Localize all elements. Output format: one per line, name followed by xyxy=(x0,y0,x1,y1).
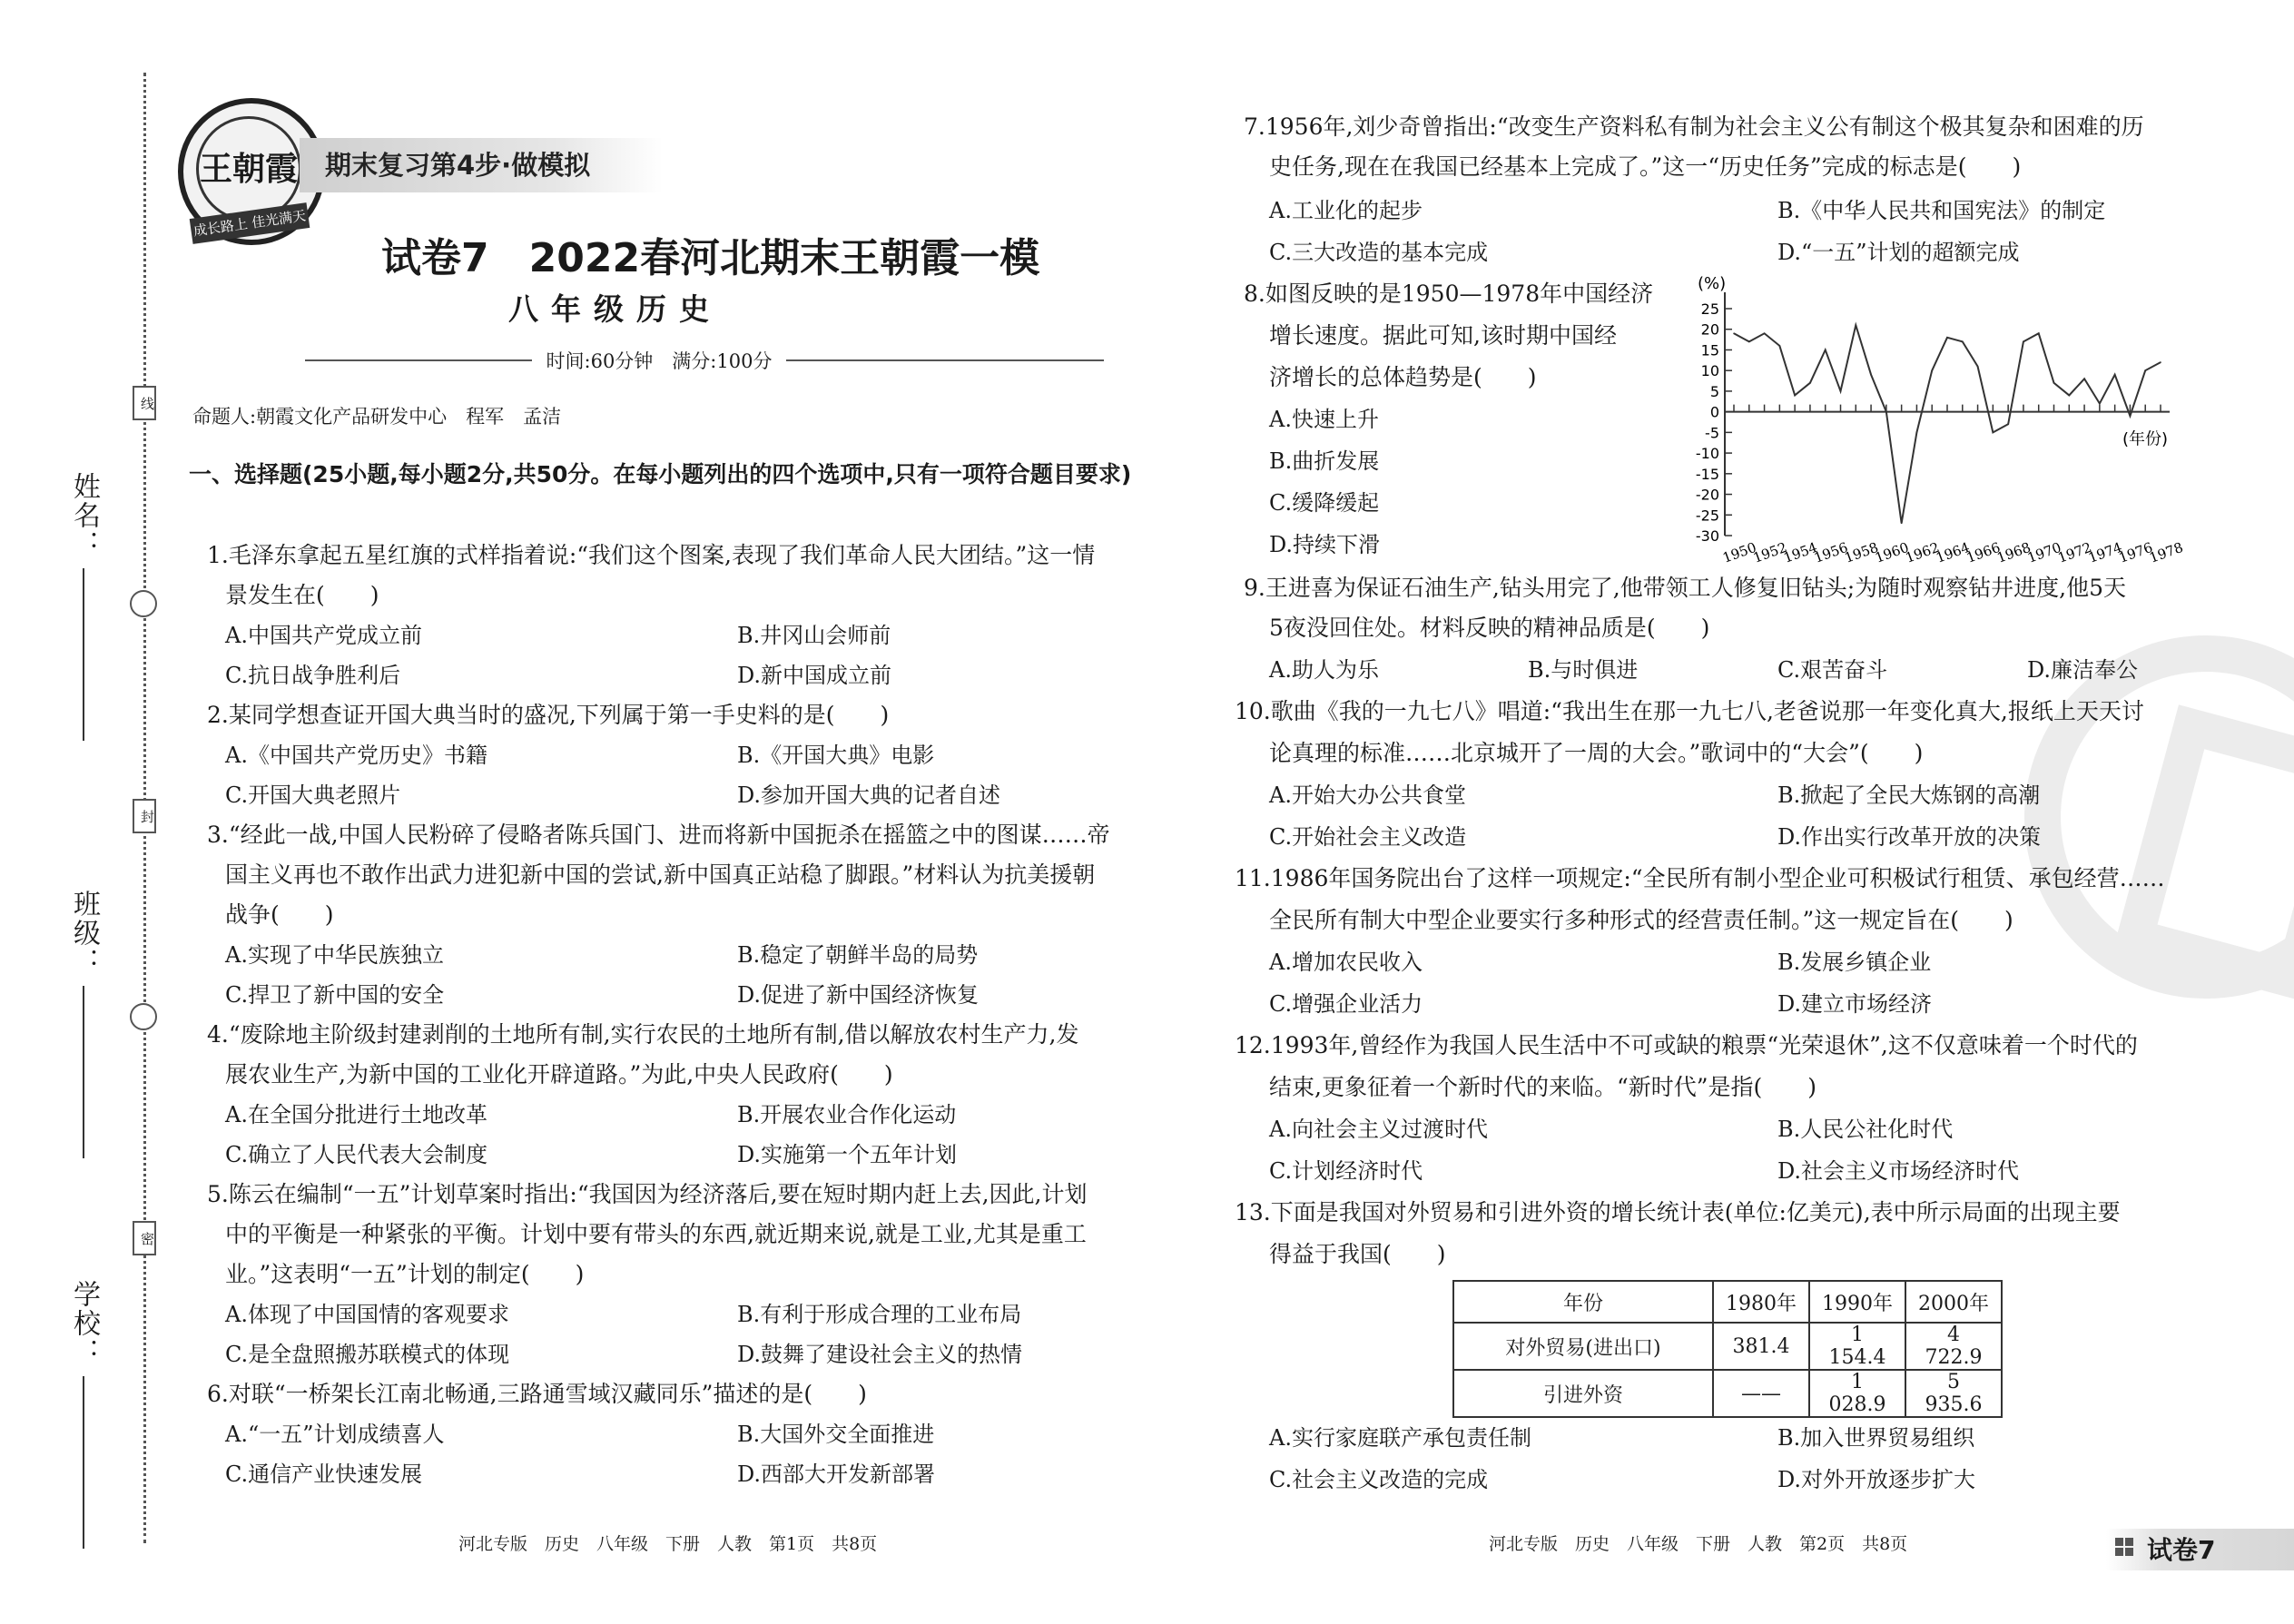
question-line: 5.陈云在编制“一五”计划草案时指出:“我国因为经济落后,要在短时期内赶上去,因此,计划 xyxy=(207,1181,1088,1207)
table-row xyxy=(1453,1323,2002,1370)
option-c: C.通信产业快速发展 xyxy=(225,1462,423,1487)
data-point xyxy=(2038,332,2040,334)
x-tick-label: 1966 xyxy=(1964,538,2003,566)
question-line: 3.“经此一战,中国人民粉碎了侵略者陈兵国门、进而将新中国扼杀在摇篮之中的图谋……帝 xyxy=(207,822,1110,848)
option-a: A.快速上升 xyxy=(1269,407,1379,432)
paper-title: 试卷7 2022春河北期末王朝霞一模 xyxy=(381,235,1040,281)
growth-series-line xyxy=(1734,325,2161,523)
x-tick-label: 1970 xyxy=(2024,538,2063,566)
time-info-bar xyxy=(214,347,1104,374)
question-line: 7.1956年,刘少奇曾指出:“改变生产资料私有制为社会主义公有制这个极其复杂和困难的历 xyxy=(1244,113,2144,140)
y-tick-label: -20 xyxy=(1695,486,1719,504)
option-c: C.抗日战争胜利后 xyxy=(225,663,401,688)
option-c: C.增强企业活力 xyxy=(1269,991,1423,1017)
option-c: C.捍卫了新中国的安全 xyxy=(225,982,445,1008)
y-tick-label: -30 xyxy=(1695,527,1719,545)
question-line: 展农业生产,为新中国的工业化开辟道路。”为此,中央人民政府( ) xyxy=(225,1061,893,1088)
question-line: 结束,更象征着一个新时代的来临。“新时代”是指( ) xyxy=(1269,1074,1817,1100)
question-line: 11.1986年国务院出台了这样一项规定:“全民所有制小型企业可积极试行租赁、承包经营…… xyxy=(1235,865,2165,891)
question-line: 13.下面是我国对外贸易和引进外资的增长统计表(单位:亿美元),表中所示局面的出现主要 xyxy=(1235,1199,2121,1225)
data-point xyxy=(1840,390,1842,392)
question-line: 济增长的总体趋势是( ) xyxy=(1269,364,1537,390)
option-d: D.鼓舞了建设社会主义的热情 xyxy=(737,1342,1023,1367)
data-point xyxy=(1748,341,1750,343)
option-c: C.开国大典老照片 xyxy=(225,782,401,808)
y-tick-label: 25 xyxy=(1700,300,1719,318)
x-axis-label: (年份) xyxy=(2122,429,2169,449)
x-tick-label: 1968 xyxy=(1994,538,2033,566)
squares-icon xyxy=(2115,1538,2142,1560)
data-point xyxy=(2068,395,2070,397)
y-tick-label: -10 xyxy=(1695,445,1719,463)
data-point xyxy=(2144,369,2146,371)
question-line: 得益于我国( ) xyxy=(1269,1241,1446,1267)
option-c: C.开始社会主义改造 xyxy=(1269,824,1467,850)
data-point xyxy=(1962,341,1964,343)
question-line: 10.歌曲《我的一九七八》唱道:“我出生在那一九七八,老爸说那一年变化真大,报纸上天天讨 xyxy=(1235,698,2144,724)
x-tick-label: 1962 xyxy=(1903,538,1942,566)
binding-mark-seal: 封 xyxy=(133,799,156,833)
y-tick-label: -5 xyxy=(1705,424,1719,442)
option-b: B.曲折发展 xyxy=(1269,448,1380,474)
trade-statistics-table xyxy=(1452,1280,2003,1418)
question-line: 中的平衡是一种紧张的平衡。计划中要有带头的东西,就近期来说,就是工业,尤其是重工 xyxy=(225,1221,1087,1247)
option-b: B.井冈山会师前 xyxy=(737,623,891,648)
binding-hole xyxy=(130,590,157,617)
option-b: B.与时俱进 xyxy=(1528,657,1639,683)
option-b: B.《开国大典》电影 xyxy=(737,743,935,768)
data-point xyxy=(1794,395,1796,397)
question-line: 12.1993年,曾经作为我国人民生活中不可或缺的粮票“光荣退休”,这不仅意味着一个时代的 xyxy=(1235,1032,2138,1058)
y-tick-label: 10 xyxy=(1700,362,1719,380)
option-d: D.廉洁奉公 xyxy=(2027,657,2139,683)
question-line: 8.如图反映的是1950—1978年中国经济 xyxy=(1244,281,1654,307)
table-cell: 引进外资 xyxy=(1453,1370,1713,1417)
footer-left: 河北专版 历史 八年级 下册 人教 第1页 共8页 xyxy=(458,1534,878,1554)
data-point xyxy=(2114,374,2116,376)
option-d: D.参加开国大典的记者自述 xyxy=(737,782,1001,808)
table-cell: 对外贸易(进出口) xyxy=(1453,1323,1713,1370)
class-field xyxy=(64,890,103,1158)
table-header-cell: 1990年 xyxy=(1809,1281,1905,1323)
option-b: B.加入世界贸易组织 xyxy=(1777,1425,1975,1451)
option-b: B.有利于形成合理的工业布局 xyxy=(737,1302,1022,1327)
option-a: A.助人为乐 xyxy=(1269,657,1379,683)
data-point xyxy=(1809,382,1811,384)
y-tick-label: -25 xyxy=(1695,507,1719,525)
option-a: A.工业化的起步 xyxy=(1269,198,1423,223)
data-point xyxy=(1733,332,1735,334)
option-b: B.稳定了朝鲜半岛的局势 xyxy=(737,942,979,968)
x-tick-label: 1974 xyxy=(2086,538,2125,566)
economic-growth-line-chart xyxy=(1661,272,2188,572)
option-a: A.开始大办公共食堂 xyxy=(1269,782,1466,808)
question-line: 国主义再也不敢作出武力进犯新中国的尝试,新中国真正站稳了脚跟。”材料认为抗美援朝 xyxy=(225,861,1096,888)
option-b: B.发展乡镇企业 xyxy=(1777,950,1932,975)
data-point xyxy=(2099,403,2101,405)
option-c: C.是全盘照搬苏联模式的体现 xyxy=(225,1342,510,1367)
data-point xyxy=(2007,423,2009,425)
time-info: 时间:60分钟 满分:100分 xyxy=(546,350,773,372)
x-tick-label: 1958 xyxy=(1842,538,1881,566)
y-tick-label: 15 xyxy=(1700,341,1719,359)
data-point xyxy=(2160,361,2161,363)
x-tick-label: 1978 xyxy=(2147,538,2186,566)
option-a: A.实现了中华民族独立 xyxy=(225,942,444,968)
option-c: C.艰苦奋斗 xyxy=(1777,657,1888,683)
option-d: D.作出实行改革开放的决策 xyxy=(1777,824,2042,850)
data-point xyxy=(1885,411,1887,413)
paper-subtitle: 八年级历史 xyxy=(508,291,722,327)
option-d: D.对外开放逐步扩大 xyxy=(1777,1467,1976,1492)
table-cell: 5 935.6 xyxy=(1905,1370,2002,1417)
name-label: 姓名： xyxy=(68,472,100,559)
question-line: 增长速度。据此可知,该时期中国经 xyxy=(1269,322,1617,349)
table-header-cell: 年份 xyxy=(1453,1281,1713,1323)
x-tick-label: 1952 xyxy=(1750,538,1789,566)
option-b: B.《中华人民共和国宪法》的制定 xyxy=(1777,198,2106,223)
option-c: C.社会主义改造的完成 xyxy=(1269,1467,1489,1492)
school-field xyxy=(64,1280,103,1549)
school-label: 学校： xyxy=(68,1280,100,1367)
option-d: D.社会主义市场经济时代 xyxy=(1777,1158,2020,1184)
question-line: 史任务,现在在我国已经基本上完成了。”这一“历史任务”完成的标志是( ) xyxy=(1269,153,2022,180)
question-line: 全民所有制大中型企业要实行多种形式的经营责任制。”这一规定旨在( ) xyxy=(1269,907,2013,933)
table-header-row xyxy=(1453,1281,2002,1323)
option-a: A.《中国共产党历史》书籍 xyxy=(225,743,487,768)
option-a: A.中国共产党成立前 xyxy=(225,623,422,648)
logo-text: 王朝霞 xyxy=(196,116,301,221)
binding-hole xyxy=(130,1003,157,1030)
option-d: D.实施第一个五年计划 xyxy=(737,1142,958,1167)
option-a: A.增加农民收入 xyxy=(1269,950,1423,975)
option-d: D.促进了新中国经济恢复 xyxy=(737,982,980,1008)
question-line: 9.王进喜为保证石油生产,钻头用完了,他带领工人修复旧钻头;为随时观察钻井进度,他5天 xyxy=(1244,575,2127,601)
question-line: 6.对联“一桥架长江南北畅通,三路通雪域汉藏同乐”描述的是( ) xyxy=(207,1381,867,1407)
option-c: C.确立了人民代表大会制度 xyxy=(225,1142,488,1167)
y-axis-label: (%) xyxy=(1698,274,1727,293)
option-a: A.在全国分批进行土地改革 xyxy=(225,1102,487,1127)
option-c: C.缓降缓起 xyxy=(1269,490,1380,516)
option-c: C.三大改造的基本完成 xyxy=(1269,240,1489,265)
data-point xyxy=(1993,432,1994,434)
logo-ribbon: 成长路上 佳光满天 xyxy=(190,202,310,244)
table-cell: 4 722.9 xyxy=(1905,1323,2002,1370)
option-b: B.大国外交全面推进 xyxy=(737,1422,935,1447)
question-line: 战争( ) xyxy=(225,901,334,928)
question-line: 景发生在( ) xyxy=(225,582,379,608)
table-header-cell: 2000年 xyxy=(1905,1281,2002,1323)
option-a: A.向社会主义过渡时代 xyxy=(1269,1117,1488,1142)
class-label: 班级： xyxy=(68,890,100,977)
data-point xyxy=(1779,345,1781,347)
table-cell: 1 154.4 xyxy=(1809,1323,1905,1370)
y-tick-label: 20 xyxy=(1700,320,1719,339)
data-point xyxy=(2023,341,2024,343)
y-tick-label: 5 xyxy=(1709,382,1719,400)
paper-tab-label: 试卷7 xyxy=(2147,1535,2216,1565)
x-tick-label: 1956 xyxy=(1811,538,1850,566)
x-tick-label: 1960 xyxy=(1873,538,1912,566)
option-b: B.开展农业合作化运动 xyxy=(737,1102,957,1127)
option-b: B.掀起了全民大炼钢的高潮 xyxy=(1777,782,2041,808)
section-heading: 一、选择题(25小题,每小题2分,共50分。在每小题列出的四个选项中,只有一项符合题目要求) xyxy=(189,461,1132,487)
question-line: 2.某同学想查证开国大典当时的盛况,下列属于第一手史料的是( ) xyxy=(207,702,890,728)
y-tick-label: -15 xyxy=(1695,465,1719,483)
authors: 命题人:朝霞文化产品研发中心 程军 孟洁 xyxy=(192,406,562,428)
data-point xyxy=(2130,415,2132,417)
question-line: 5夜没回住处。材料反映的精神品质是( ) xyxy=(1269,615,1710,641)
option-b: B.人民公社化时代 xyxy=(1777,1117,1954,1142)
question-line: 业。”这表明“一五”计划的制定( ) xyxy=(225,1261,585,1287)
table-row xyxy=(1453,1370,2002,1417)
table-cell: —— xyxy=(1713,1370,1809,1417)
option-d: D.“一五”计划的超额完成 xyxy=(1777,240,2020,265)
data-point xyxy=(1825,349,1826,351)
x-tick-label: 1972 xyxy=(2055,538,2094,566)
data-point xyxy=(2053,382,2055,384)
footer-right: 河北专版 历史 八年级 下册 人教 第2页 共8页 xyxy=(1489,1534,1908,1554)
table-cell: 1 028.9 xyxy=(1809,1370,1905,1417)
data-point xyxy=(1870,374,1872,376)
data-point xyxy=(1855,324,1856,326)
table-cell: 381.4 xyxy=(1713,1323,1809,1370)
table-header-cell: 1980年 xyxy=(1713,1281,1809,1323)
option-d: D.建立市场经济 xyxy=(1777,991,1933,1017)
data-point xyxy=(2083,378,2085,379)
question-line: 论真理的标准……北京城开了一周的大会。”歌词中的“大会”( ) xyxy=(1269,740,1924,766)
y-tick-label: 0 xyxy=(1709,403,1719,421)
data-point xyxy=(1931,369,1933,371)
option-a: A.实行家庭联产承包责任制 xyxy=(1269,1425,1531,1451)
data-point xyxy=(1764,332,1766,334)
data-point xyxy=(1977,366,1979,368)
watermark-seal xyxy=(2024,635,2294,999)
option-a: A.“一五”计划成绩喜人 xyxy=(225,1422,445,1447)
data-point xyxy=(1901,523,1903,525)
binding-mark-line: 线 xyxy=(133,386,156,420)
x-tick-label: 1976 xyxy=(2116,538,2155,566)
x-tick-label: 1954 xyxy=(1781,538,1820,566)
option-d: D.西部大开发新部署 xyxy=(737,1462,936,1487)
x-tick-label: 1950 xyxy=(1720,538,1759,566)
name-field xyxy=(64,472,103,741)
step-banner: 期末复习第4步·做模拟 xyxy=(300,138,663,192)
x-tick-label: 1964 xyxy=(1934,538,1973,566)
data-point xyxy=(1916,432,1918,434)
option-c: C.计划经济时代 xyxy=(1269,1158,1423,1184)
option-d: D.新中国成立前 xyxy=(737,663,892,688)
option-d: D.持续下滑 xyxy=(1269,532,1381,557)
question-line: 4.“废除地主阶级封建剥削的土地所有制,实行农民的土地所有制,借以解放农村生产力,发 xyxy=(207,1021,1079,1048)
data-point xyxy=(1946,337,1948,339)
binding-mark-secret: 密 xyxy=(133,1221,156,1255)
option-a: A.体现了中国国情的客观要求 xyxy=(225,1302,509,1327)
question-line: 1.毛泽东拿起五星红旗的式样指着说:“我们这个图案,表现了我们革命人民大团结。”这一情 xyxy=(207,542,1096,568)
